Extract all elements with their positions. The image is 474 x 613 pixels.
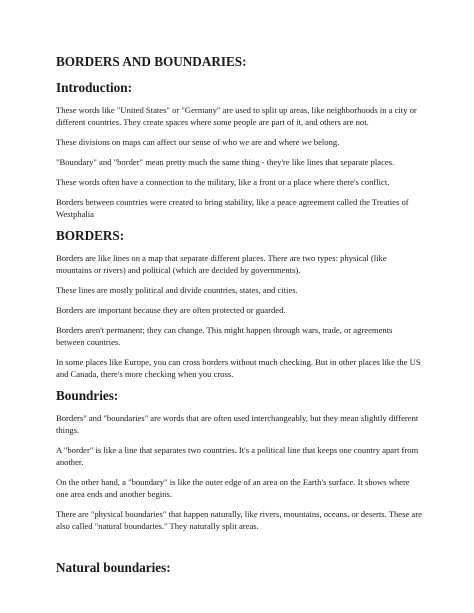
section-heading-natural-boundaries: Natural boundaries: <box>56 560 171 575</box>
paragraph: These words like "United States" or "Germany" are used to split up areas, like neighborhoods in a city or different countries. They create spaces where some people are part of it, and others are not. <box>56 105 417 127</box>
paragraph: There are "physical boundaries" that happen naturally, like rivers, mountains, oceans, or deserts. These are also called "natural boundaries." They naturally split areas. <box>56 509 422 531</box>
paragraph: On the other hand, a "boundary" is like the outer edge of an area on the Earth's surface. It shows where one area ends and another begins. <box>56 477 410 499</box>
paragraph: Borders" and "boundaries" are words that are often used interchangeably, but they mean slightly different things. <box>56 413 419 435</box>
section-heading-borders: BORDERS: <box>56 228 125 243</box>
paragraph: In some places like Europe, you can cross borders without much checking. But in other places like the US and Canada, there's more checking when you cross. <box>56 357 421 379</box>
paragraph: Borders are like lines on a map that separate different places. There are two types: physical (like mountains or rivers) and political (which are decided by governments). <box>56 253 387 275</box>
section-heading-introduction: Introduction: <box>56 80 132 95</box>
section-heading-boundries: Boundries: <box>56 388 119 403</box>
paragraph: "Boundary" and "border" mean pretty much the same thing - they're like lines that separate places. <box>56 157 395 167</box>
document-title: BORDERS AND BOUNDARIES: <box>56 54 247 69</box>
paragraph: These words often have a connection to the military, like a front or a place where there's conflict. <box>56 177 390 187</box>
paragraph: A "border" is like a line that separates two countries. It's a political line that keeps one country apart from another. <box>56 445 419 467</box>
paragraph: Borders between countries were created to bring stability, like a peace agreement called the Treaties of Westphalia <box>56 197 409 219</box>
document-content <box>56 54 422 584</box>
paragraph: These divisions on maps can affect our sense of who we are and where we belong. <box>56 137 340 147</box>
paragraph: Borders are important because they are often protected or guarded. <box>56 305 286 315</box>
paragraph: Borders aren't permanent; they can change. This might happen through wars, trade, or agreements between countries. <box>56 325 393 347</box>
paragraph: These lines are mostly political and divide countries, states, and cities. <box>56 285 298 295</box>
